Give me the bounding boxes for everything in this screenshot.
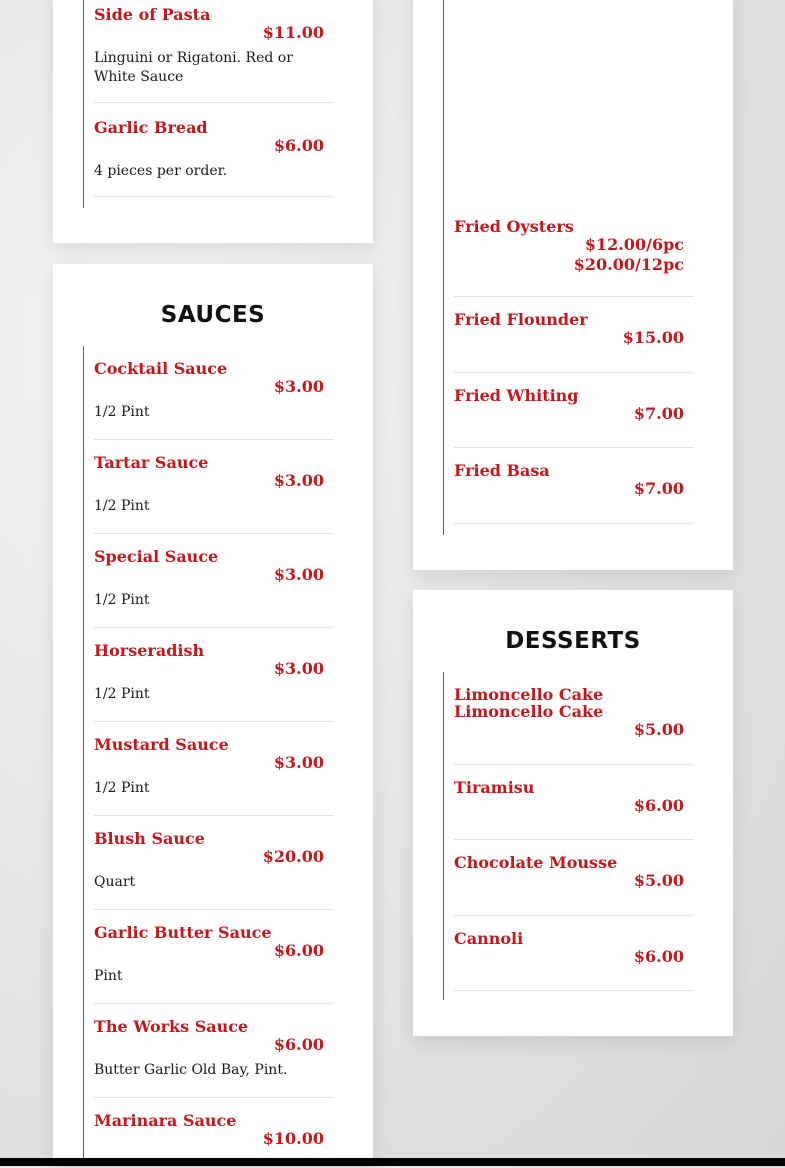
item-price-alt: $20.00/12pc (573, 255, 684, 274)
item-description: 1/2 Pint (94, 592, 150, 608)
menu-item[interactable] (94, 0, 334, 103)
item-name: Garlic Butter Sauce (94, 923, 272, 942)
item-name: Tiramisu (454, 778, 535, 797)
menu-item[interactable] (94, 910, 334, 1004)
menu-item[interactable] (94, 1004, 334, 1098)
item-price: $6.00 (273, 941, 324, 960)
menu-item[interactable] (94, 103, 334, 197)
desserts-card (413, 590, 733, 1036)
item-price: $10.00 (262, 1129, 324, 1148)
item-price: $15.00 (622, 328, 684, 347)
item-name: Cannoli (454, 929, 524, 948)
item-name: Fried Whiting (454, 386, 579, 405)
menu-item[interactable] (454, 765, 694, 840)
item-description: Linguini or Rigatoni. Red or White Sauce (94, 50, 293, 85)
item-name: Fried Basa (454, 461, 550, 480)
item-name: Limoncello Cake Limoncello Cake (454, 685, 604, 721)
menu-item[interactable] (454, 212, 694, 297)
item-description: 1/2 Pint (94, 404, 150, 420)
item-price: $11.00 (262, 23, 324, 42)
menu-item[interactable] (454, 916, 694, 991)
item-description: Butter Garlic Old Bay, Pint. (94, 1062, 288, 1078)
item-price: $3.00 (273, 659, 324, 678)
menu-item[interactable] (94, 816, 334, 910)
sides-card (53, 0, 373, 243)
item-name: Garlic Bread (94, 118, 208, 137)
menu-item[interactable] (454, 373, 694, 448)
menu-item[interactable] (94, 722, 334, 816)
item-price: $7.00 (633, 479, 684, 498)
fried-list (443, 0, 695, 535)
item-name: Fried Oysters (454, 217, 574, 236)
item-name: Marinara Sauce (94, 1111, 237, 1130)
item-price: $3.00 (273, 377, 324, 396)
item-name: Blush Sauce (94, 829, 205, 848)
item-price: $3.00 (273, 753, 324, 772)
menu-item[interactable] (94, 440, 334, 534)
item-name: Mustard Sauce (94, 735, 229, 754)
desserts-list (443, 672, 695, 1000)
menu-item[interactable] (454, 448, 694, 524)
item-name: Chocolate Mousse (454, 853, 618, 872)
item-price: $6.00 (633, 796, 684, 815)
item-price: $5.00 (633, 871, 684, 890)
sides-list (83, 0, 335, 208)
bottom-bar (0, 1158, 785, 1166)
item-description: 1/2 Pint (94, 498, 150, 514)
item-price: $6.00 (273, 136, 324, 155)
item-price: $3.00 (273, 565, 324, 584)
list-spacer (444, 0, 695, 212)
item-name: Horseradish (94, 641, 205, 660)
menu-item[interactable] (454, 840, 694, 916)
section-title: DESSERTS (505, 628, 641, 654)
item-name: Special Sauce (94, 547, 219, 566)
item-price: $5.00 (633, 720, 684, 739)
menu-item[interactable] (94, 628, 334, 722)
fried-card (413, 0, 733, 570)
item-name: Cocktail Sauce (94, 359, 228, 378)
item-price: $20.00 (262, 847, 324, 866)
item-description: 1/2 Pint (94, 780, 150, 796)
item-price: $6.00 (273, 1035, 324, 1054)
menu-item[interactable] (454, 297, 694, 373)
item-description: Pint (94, 968, 123, 984)
item-price: $3.00 (273, 471, 324, 490)
item-description: 1/2 Pint (94, 686, 150, 702)
menu-item[interactable] (454, 672, 694, 765)
menu-item[interactable] (94, 534, 334, 628)
item-price: $7.00 (633, 404, 684, 423)
item-price: $12.00/6pc (584, 235, 684, 254)
sauces-card (53, 264, 373, 1166)
item-description: Quart (94, 874, 136, 890)
item-name: Fried Flounder (454, 310, 588, 329)
item-name: Tartar Sauce (94, 453, 209, 472)
section-title: SAUCES (160, 302, 266, 328)
menu-item[interactable] (94, 346, 334, 440)
item-price: $6.00 (633, 947, 684, 966)
item-name: The Works Sauce (94, 1017, 249, 1036)
item-name: Side of Pasta (94, 5, 211, 24)
sauces-list (83, 346, 335, 1166)
item-description: 4 pieces per order. (94, 163, 228, 179)
